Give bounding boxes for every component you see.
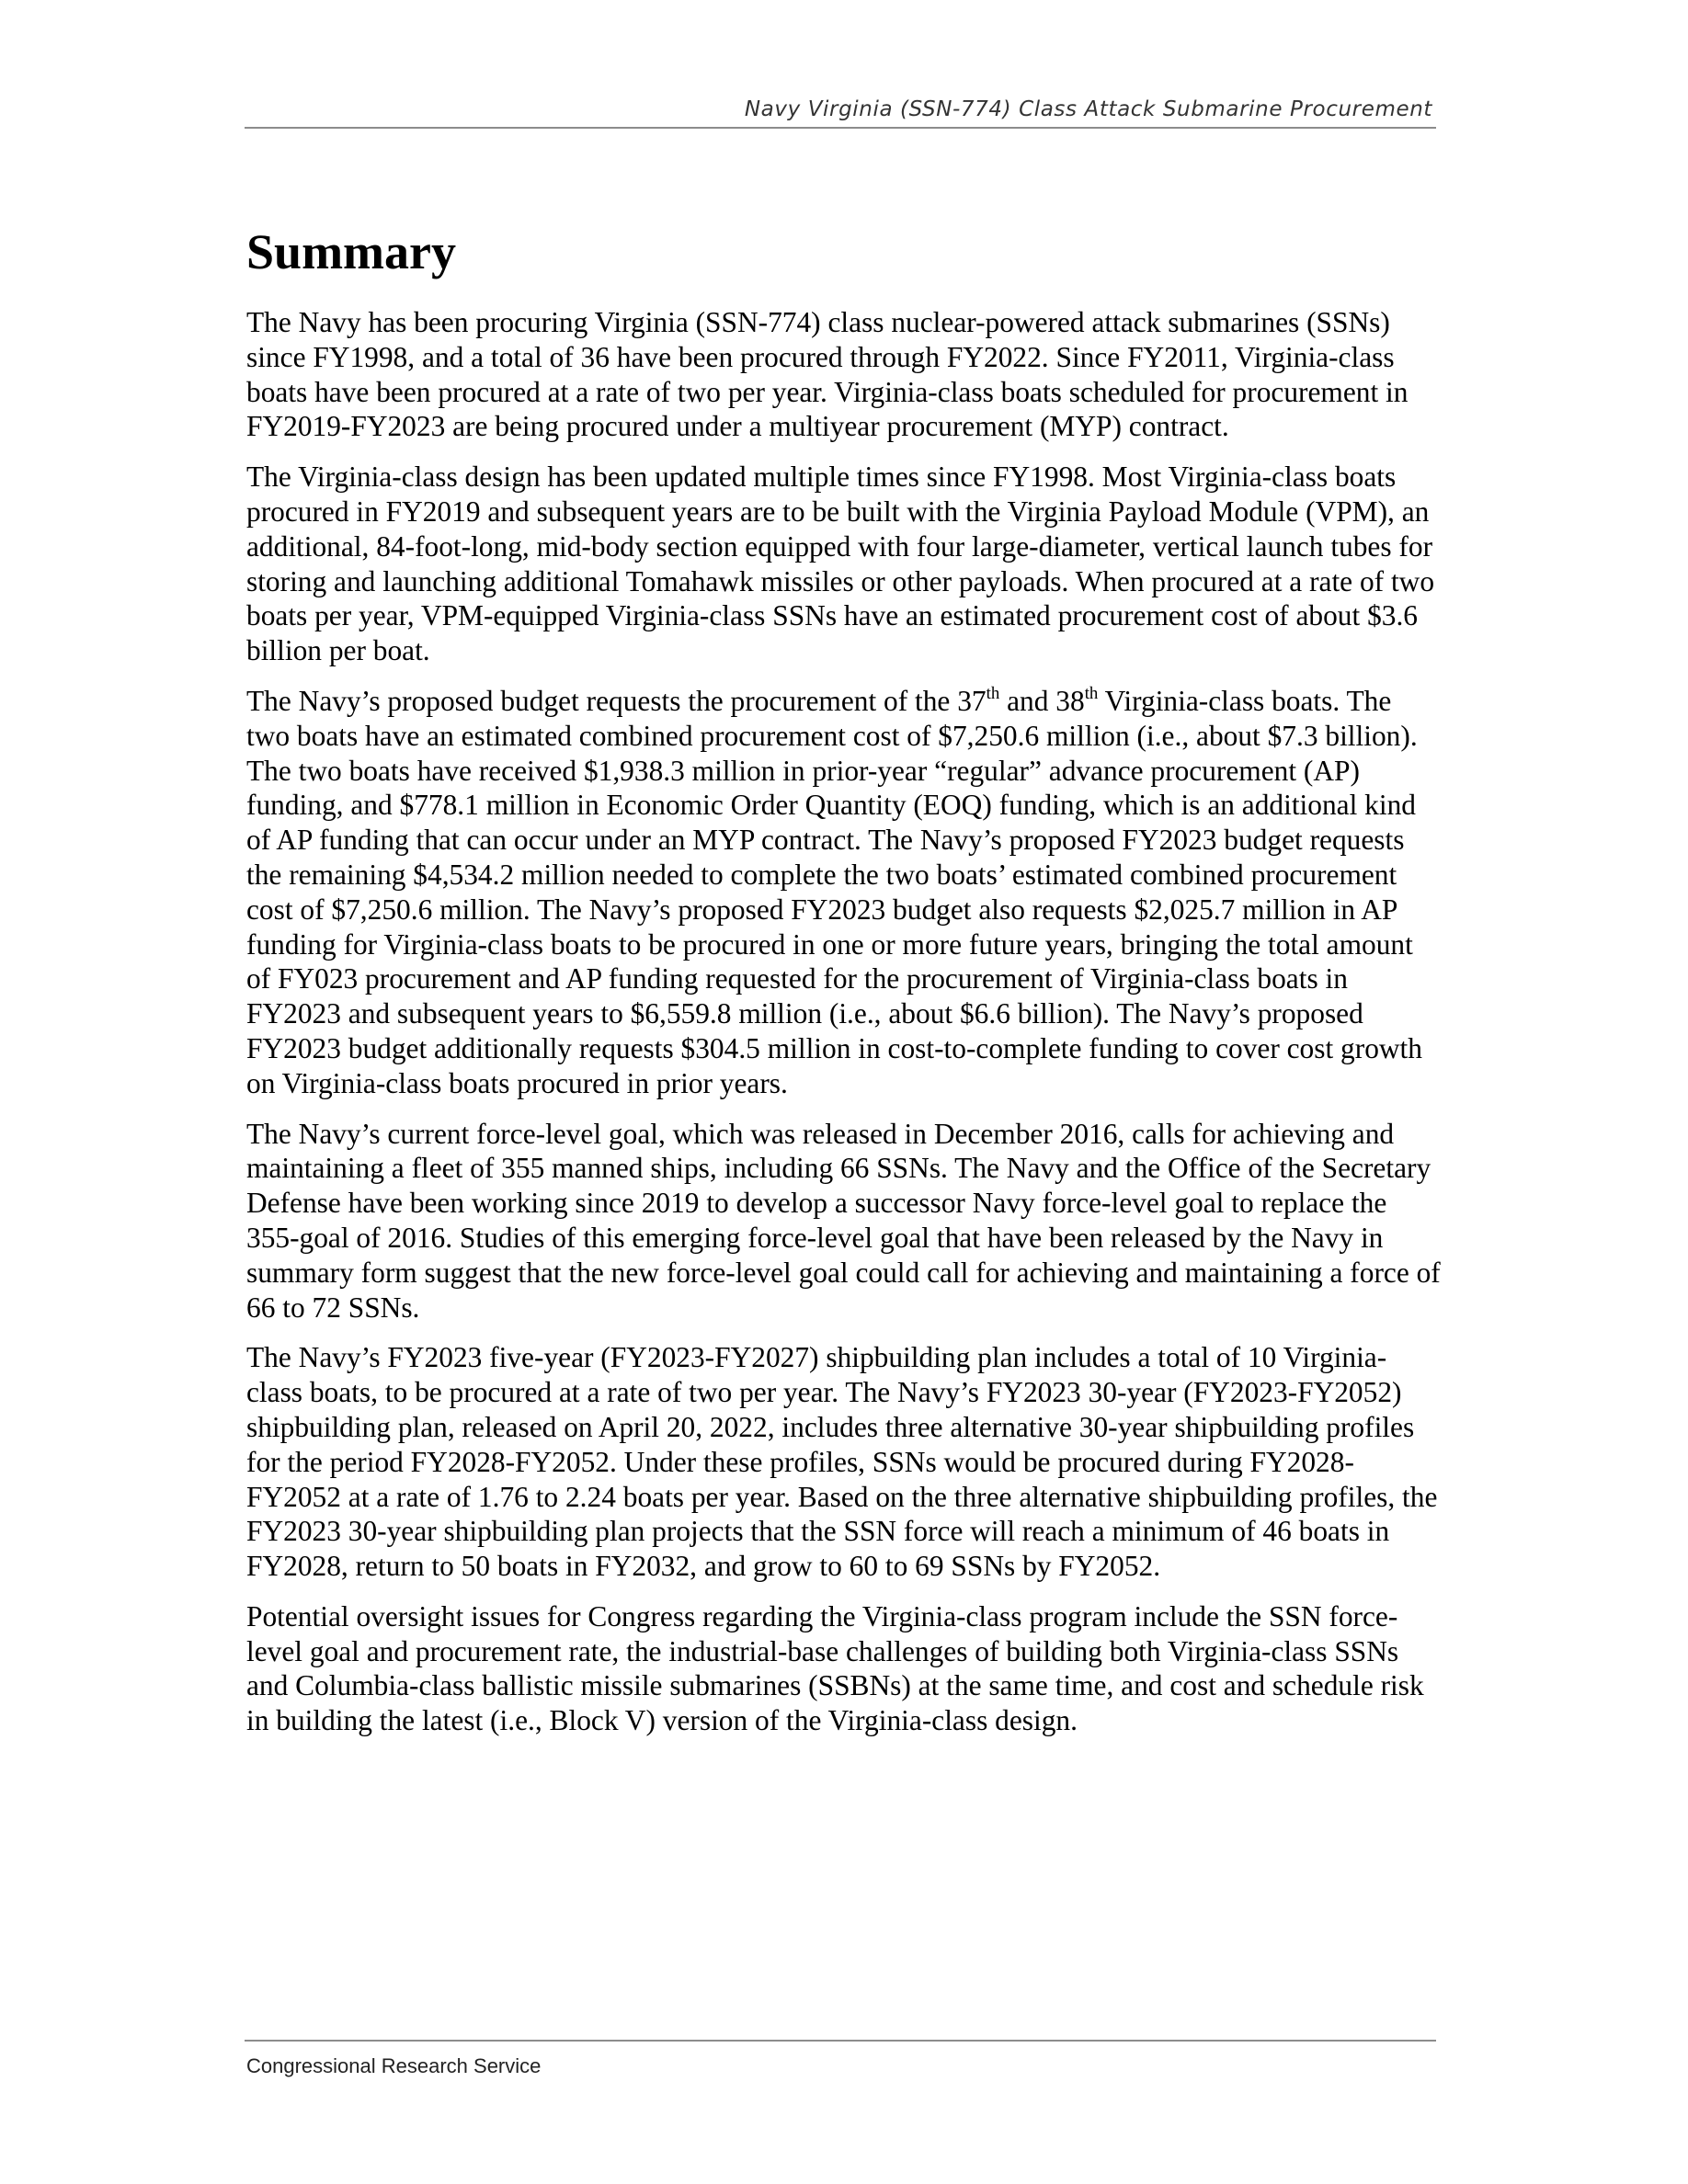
paragraph-procurement-history: The Navy has been procuring Virginia (SSN-774) class nuclear-powered attack submarines (SSNs) since FY1998, and a total of 36 have been procured through FY2022. Since FY2011, Virginia-class boats have been procured at a rate of two per year. Virginia-class boats scheduled for procurement in FY2019-FY2023 are being procured under a multiyear procurement (MYP) contract. [246,306,1409,443]
ordinal-suffix-37: th [986,683,1000,703]
summary-body [246,305,1442,1754]
paragraph-shipbuilding-plan: The Navy’s FY2023 five-year (FY2023-FY2027) shipbuilding plan includes a total of 10 Virginia-class boats, to be procured at a rate of two per year. The Navy’s FY2023 30-year (FY2023-FY2052) shipbuilding plan, released on April 20, 2022, includes three alternative 30-year shipbuilding profiles for the period FY2028-FY2052. Under these profiles, SSNs would be procured during FY2028-FY2052 at a rate of 1.76 to 2.24 boats per year. Based on the three alternative shipbuilding profiles, the FY2023 30-year shipbuilding plan projects that the SSN force will reach a minimum of 46 boats in FY2028, return to 50 boats in FY2032, and grow to 60 to 69 SSNs by FY2052. [246,1341,1438,1583]
footer-source: Congressional Research Service [246,2054,542,2077]
paragraph-fy2023-budget [246,684,1442,1101]
running-header [245,96,1436,129]
budget-text-part-1: The Navy’s proposed budget requests the procurement of the 37 [246,684,987,717]
ordinal-suffix-38: th [1084,683,1099,703]
page-footer [245,2040,1436,2077]
paragraph-oversight-issues: Potential oversight issues for Congress regarding the Virginia-class program include the SSN force-level goal and procurement rate, the industrial-base challenges of building both Virginia-class SSNs and Columbia-class ballistic missile submarines (SSBNs) at the same time, and cost and schedule risk in building the latest (i.e., Block V) version of the Virginia-class design. [246,1599,1424,1737]
running-header-title: Navy Virginia (SSN-774) Class Attack Submarine Procurement [744,97,1432,121]
budget-text-part-3: Virginia-class boats. The two boats have an estimated combined procurement cost of $7,250.6 million (i.e., about $7.3 billion). The two boats have received $1,938.3 million in prior-year “regular” advance procurement (AP) funding, and $778.1 million in Economic Order Quantity (EOQ) funding, which is an additional kind of AP funding that can occur under an MYP contract. The Navy’s proposed FY2023 budget requests the remaining $4,534.2 million needed to complete the two boats’ estimated combined procurement cost of $7,250.6 million. The Navy’s proposed FY2023 budget also requests $2,025.7 million in AP funding for Virginia-class boats to be procured in one or more future years, bringing the total amount of FY023 procurement and AP funding requested for the procurement of Virginia-class boats in FY2023 and subsequent years to $6,559.8 million (i.e., about $6.6 billion). The Navy’s proposed FY2023 budget additionally requests $304.5 million in cost-to-complete funding to cover cost growth on Virginia-class boats procured in prior years. [246,684,1422,1099]
paragraph-force-level-goal: The Navy’s current force-level goal, which was released in December 2016, calls for achieving and maintaining a fleet of 355 manned ships, including 66 SSNs. The Navy and the Office of the Secretary Defense have been working since 2019 to develop a successor Navy force-level goal to replace the 355-goal of 2016. Studies of this emerging force-level goal that have been released by the Navy in summary form suggest that the new force-level goal could call for achieving and maintaining a force of 66 to 72 SSNs. [246,1117,1441,1324]
section-title: Summary [246,224,456,279]
budget-text-part-2: and 38 [999,684,1085,717]
paragraph-design-updates: The Virginia-class design has been updated multiple times since FY1998. Most Virginia-class boats procured in FY2019 and subsequent years are to be built with the Virginia Payload Module (VPM), an additional, 84-foot-long, mid-body section equipped with four large-diameter, vertical launch tubes for storing and launching additional Tomahawk missiles or other payloads. When procured at a rate of two boats per year, VPM-equipped Virginia-class SSNs have an estimated procurement cost of about $3.6 billion per boat. [246,461,1435,667]
